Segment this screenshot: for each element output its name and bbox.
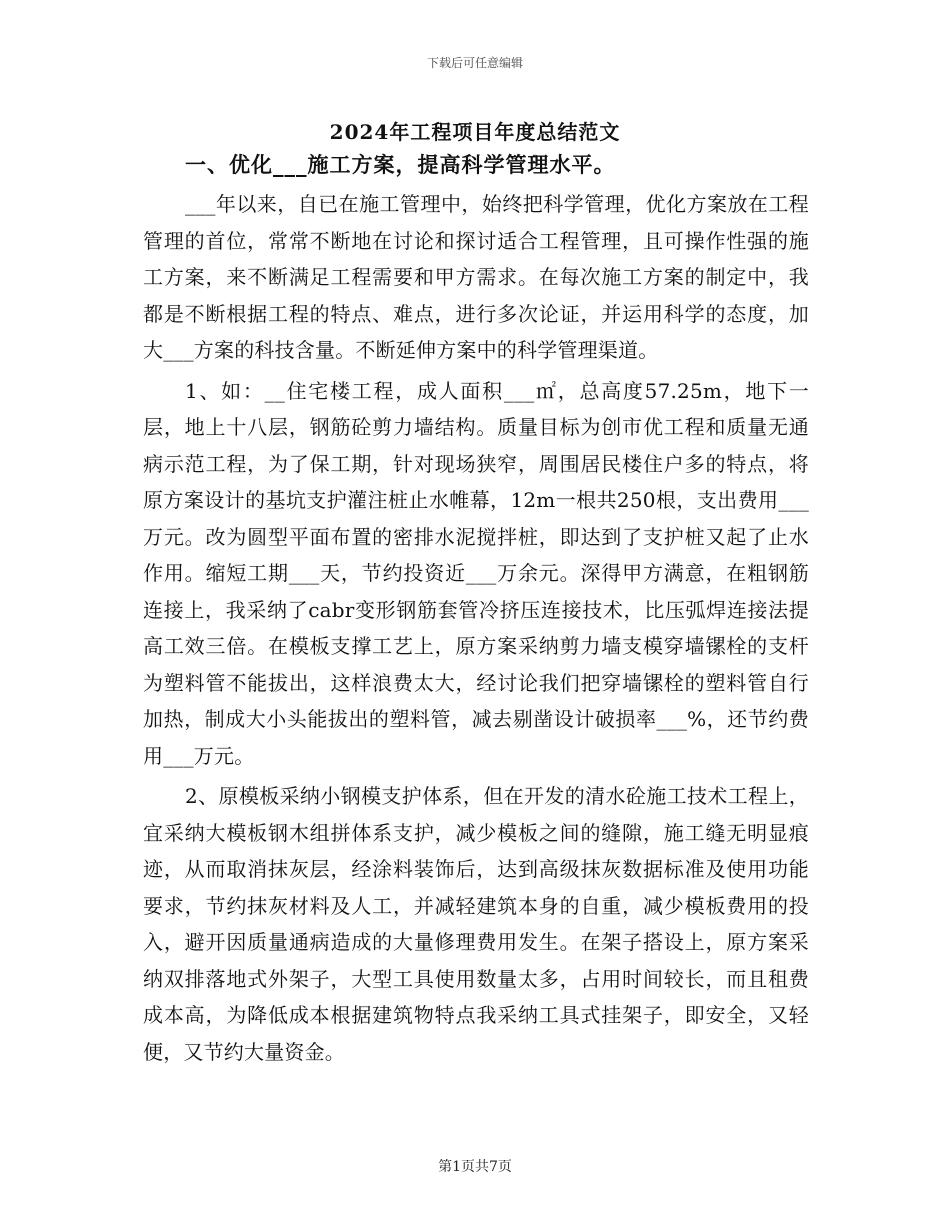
page-header-note: 下载后可任意编辑 xyxy=(426,56,523,70)
page-number: 第1页共7页 xyxy=(438,1159,512,1175)
paragraph-item-2: 2、原模板采纳小钢模支护体系，但在开发的清水砼施工技术工程上，宜采纳大模板钢木组拼体系支护，减少模板之间的缝隙，施工缝无明显痕迹，从而取消抹灰层，经涂料装饰后，达到高级抹灰数据标准及使用功能要求，节约抹灰材料及人工，并减轻建筑本身的自重，减少模板费用的投入，避开因质量通病造成的大量修理费用发生。在架子搭设上，原方案采纳双排落地式外架子，大型工具使用数量太多，占用时间较长，而且租费成本高，为降低成本根据建筑物特点我采纳工具式挂架子，即安全，又轻便，又节约大量资金。 xyxy=(143,784,809,1064)
section-heading: 一、优化___施工方案，提高科学管理水平。 xyxy=(185,152,616,177)
document-title: 2024年工程项目年度总结范文 xyxy=(329,120,621,144)
paragraph-item-1: 1、如：__住宅楼工程，成人面积___㎡，总高度57.25m，地下一层，地上十八层，钢筋砼剪力墙结构。质量目标为创市优工程和质量无通病示范工程，为了保工期，针对现场狭窄，周围居民楼住户多的特点，将原方案设计的基坑支护灌注桩止水帷幕，12m一根共250根，支出费用___万元。改为圆型平面布置的密排水泥搅拌桩，即达到了支护桩又起了止水作用。缩短工期___天，节约投资近___万余元。深得甲方满意，在粗钢筋连接上，我采纳了cabr变形钢筋套管冷挤压连接技术，比压弧焊连接法提高工效三倍。在模板支撑工艺上，原方案采纳剪力墙支模穿墙镙栓的支杆为塑料管不能拔出，这样浪费太大，经讨论我们把穿墙镙栓的塑料管自行加热，制成大小头能拔出的塑料管，减去剔凿设计破损率___%，还节约费用___万元。 xyxy=(143,378,809,768)
paragraph-intro: ___年以来，自已在施工管理中，始终把科学管理，优化方案放在工程管理的首位，常常不断地在讨论和探讨适合工程管理，且可操作性强的施工方案，来不断满足工程需要和甲方需求。在每次施工方案的制定中，我都是不断根据工程的特点、难点，进行多次论证，并运用科学的态度，加大___方案的科技含量。不断延伸方案中的科学管理渠道。 xyxy=(143,192,809,362)
document-body xyxy=(143,146,809,1074)
